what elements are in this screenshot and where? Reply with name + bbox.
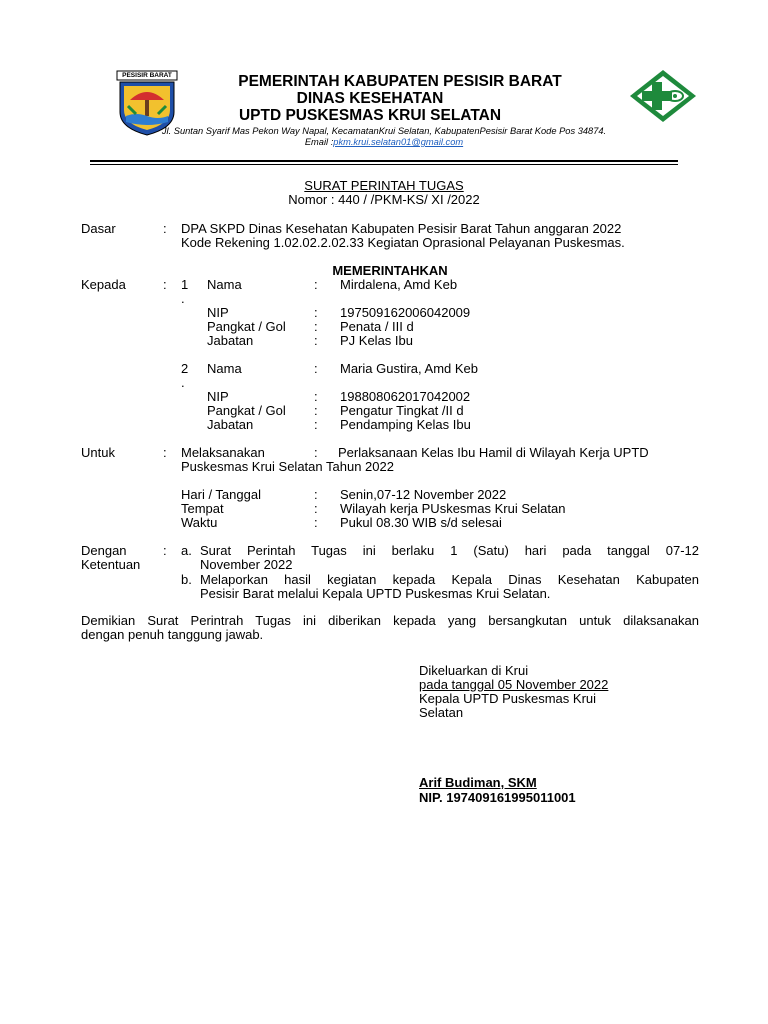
field-value: 198808062017042002 [340,389,471,404]
kepada-label: Kepada [81,277,126,292]
ketentuan-label-1: Dengan [81,543,127,558]
field-value: 197509162006042009 [340,305,471,320]
person-number: 2 [181,361,189,376]
field-colon: : [314,403,318,418]
ketentuan-line: Melaporkan hasil kegiatan kepada Kepala Dinas Kesehatan Kabupaten [200,572,699,587]
field-colon: : [314,515,318,530]
field-value: Mirdalena, Amd Keb [340,277,458,292]
field-value: Pendamping Kelas Ibu [340,417,471,432]
untuk-label: Untuk [81,445,115,460]
melaksanakan-label: Melaksanakan [181,445,265,460]
issued-at: Dikeluarkan di Krui [419,663,529,678]
dasar-line-1: DPA SKPD Dinas Kesehatan Kabupaten Pesisir Barat Tahun anggaran 2022 [181,221,622,236]
field-label: NIP [207,389,229,404]
closing-line-1: Demikian Surat Perintrah Tugas ini diberikan kepada yang bersangkutan untuk dilaksanakan [81,613,699,628]
header-department: DINAS KESEHATAN [296,90,444,107]
field-value: Senin,07-12 November 2022 [340,487,507,502]
field-colon: : [314,305,318,320]
field-label: Jabatan [207,417,254,432]
field-label: Tempat [181,501,224,516]
header-email-line [100,137,668,148]
logo-banner-text: PESISIR BARAT [122,72,172,79]
field-colon: : [314,333,318,348]
field-label: Pangkat / Gol [207,319,286,334]
letter-number: Nomor : 440 / /PKM-KS/ XI /2022 [288,192,480,207]
issue-date: pada tanggal 05 November 2022 [419,677,609,692]
field-value: Penata / III d [340,319,414,334]
melaksanakan-continuation: Puskesmas Krui Selatan Tahun 2022 [181,459,394,474]
header-puskesmas: UPTD PUSKESMAS KRUI SELATAN [238,107,502,124]
letter-title: SURAT PERINTAH TUGAS [304,178,464,193]
ketentuan-line-cont: November 2022 [200,557,293,572]
field-value: Pukul 08.30 WIB s/d selesai [340,515,502,530]
dasar-colon: : [163,221,167,236]
ketentuan-marker: a. [181,543,192,558]
ketentuan-colon: : [163,543,167,558]
kepada-colon: : [163,277,167,292]
melaksanakan-colon: : [314,445,318,460]
field-colon: : [314,417,318,432]
ketentuan-line: Surat Perintah Tugas ini berlaku 1 (Satu) hari pada tanggal 07-12 [200,543,699,558]
dasar-line-2: Kode Rekening 1.02.02.2.02.33 Kegiatan Oprasional Pelayanan Puskesmas. [181,235,625,250]
person-number-dot: . [181,375,185,390]
signer-nip: NIP. 197409161995011001 [419,790,576,805]
field-colon: : [314,319,318,334]
field-colon: : [314,487,318,502]
field-label: Nama [207,361,242,376]
email-link[interactable]: pkm.krui.selatan01@gmail.com [333,137,464,147]
melaksanakan-value: Perlaksanaan Kelas Ibu Hamil di Wilayah Kerja UPTD [338,445,649,460]
ketentuan-line-cont: Pesisir Barat melalui Kepala UPTD Puskesmas Krui Selatan. [200,586,551,601]
ketentuan-label-2: Ketentuan [81,557,141,572]
signer-position-2: Selatan [419,705,464,720]
header-rule-thin [90,164,678,165]
field-colon: : [314,361,318,376]
field-label: Jabatan [207,333,254,348]
puskesmas-logo [628,68,698,124]
header-rule-thick [90,160,678,162]
signer-position-1: Kepala UPTD Puskesmas Krui [419,691,597,706]
untuk-colon: : [163,445,167,460]
header-government: PEMERINTAH KABUPATEN PESISIR BARAT [238,73,562,90]
field-label: Hari / Tanggal [181,487,261,502]
field-label: Waktu [181,515,218,530]
field-value: Maria Gustira, Amd Keb [340,361,478,376]
field-label: Pangkat / Gol [207,403,286,418]
memerintahkan-heading: MEMERINTAHKAN [332,263,448,278]
field-colon: : [314,501,318,516]
field-value: PJ Kelas Ibu [340,333,413,348]
person-number-dot: . [181,291,185,306]
field-value: Pengatur Tingkat /II d [340,403,464,418]
field-colon: : [314,389,318,404]
field-colon: : [314,277,318,292]
ketentuan-marker: b. [181,572,192,587]
signer-name: Arif Budiman, SKM [419,775,537,790]
field-label: NIP [207,305,229,320]
person-number: 1 [181,277,189,292]
header-address: Jl. Suntan Syarif Mas Pekon Way Napal, KecamatanKrui Selatan, KabupatenPesisir Barat Kode Pos 34874. [161,126,607,136]
field-value: Wilayah kerja PUskesmas Krui Selatan [340,501,566,516]
field-label: Nama [207,277,242,292]
closing-line-2: dengan penuh tanggung jawab. [81,627,264,642]
dasar-label: Dasar [81,221,116,236]
email-label: Email : [304,137,334,147]
